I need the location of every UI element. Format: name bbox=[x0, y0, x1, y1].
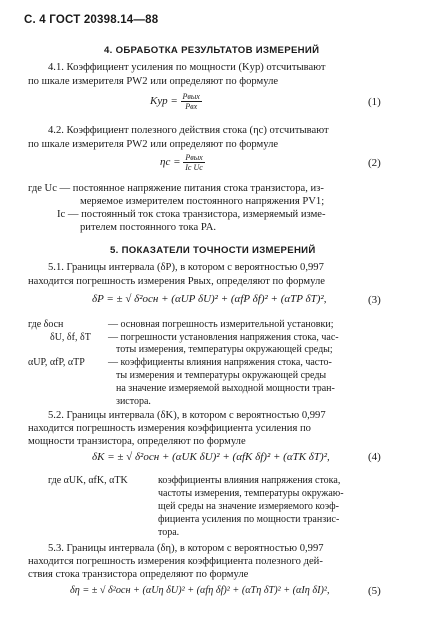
formula-2-number: (2) bbox=[368, 157, 381, 169]
section-4-title: 4. ОБРАБОТКА РЕЗУЛЬТАТОВ ИЗМЕРЕНИЙ bbox=[104, 45, 320, 56]
formula-4-number: (4) bbox=[368, 451, 381, 463]
formula-1-lhs: Kур = bbox=[150, 95, 178, 108]
formula-1-denominator: Pвх bbox=[185, 102, 198, 111]
where-alphas-k-symbol: где αUK, αfK, αTK bbox=[48, 475, 128, 486]
where-alphas-p-text-4: зистора. bbox=[116, 396, 151, 407]
para-5-2-line-1: 5.2. Границы интервала (δK), в котором с вероятностью 0,997 bbox=[48, 410, 326, 421]
section-5-title: 5. ПОКАЗАТЕЛИ ТОЧНОСТИ ИЗМЕРЕНИЙ bbox=[110, 245, 316, 256]
where-alphas-k-text-3: щей среды на значение измеряемого коэф- bbox=[158, 501, 339, 512]
page-header: С. 4 ГОСТ 20398.14—88 bbox=[24, 14, 159, 26]
formula-2-denominator: Iс Uс bbox=[185, 163, 203, 172]
para-4-2-line-2: по шкале измерителя PW2 или определяют по формуле bbox=[28, 139, 279, 150]
formula-3: δP = ± √ δ²осн + (αUP δU)² + (αfP δf)² + (αTP δT)², bbox=[92, 293, 327, 305]
where-alphas-k-text-5: тора. bbox=[158, 527, 180, 538]
para-5-1-line-1: 5.1. Границы интервала (δP), в котором с вероятностью 0,997 bbox=[48, 262, 324, 273]
formula-1-numerator: Pвых bbox=[182, 92, 200, 101]
formula-5: δη = ± √ δ²осн + (αUη δU)² + (αfη δf)² + (αTη δT)² + (αIη δI)², bbox=[70, 585, 330, 596]
where-ic-line-1: Iс — постоянный ток стока транзистора, измеряемый изме- bbox=[57, 209, 326, 220]
where-uc-line-1: где Uс — постоянное напряжение питания стока транзистора, из- bbox=[28, 183, 324, 194]
where-uc-line-2: меряемое измерителем постоянного напряжения PV1; bbox=[80, 196, 325, 207]
where-deltas-text-2: тоты измерения, температуры окружающей среды; bbox=[116, 344, 333, 355]
where-alphas-p-text-2: ты измерения и температуры окружающей среды bbox=[116, 370, 327, 381]
para-5-3-line-2: находится погрешность измерения коэффициента полезного дей- bbox=[28, 556, 323, 567]
where-deltas-symbol: δU, δf, δT bbox=[50, 332, 91, 343]
where-deltas-text-1: — погрешности установления напряжения стока, час- bbox=[108, 332, 339, 343]
where-ic-line-2: рителем постоянного тока PA. bbox=[80, 222, 217, 233]
formula-2-fraction bbox=[183, 153, 205, 172]
where-alphas-p-text-3: на значение измеряемой выходной мощности тран- bbox=[116, 383, 335, 394]
formula-3-number: (3) bbox=[368, 294, 381, 306]
formula-1 bbox=[150, 92, 202, 111]
where-delta-osn-text: — основная погрешность измерительной установки; bbox=[108, 319, 334, 330]
para-4-1-line-1: 4.1. Коэффициент усиления по мощности (Kур) отсчитывают bbox=[48, 62, 326, 73]
where-alphas-p-symbol: αUP, αfP, αTP bbox=[28, 357, 85, 368]
where-alphas-k-text-4: фициента усиления по мощности транзис- bbox=[158, 514, 340, 525]
formula-1-fraction bbox=[181, 92, 202, 111]
formula-1-number: (1) bbox=[368, 96, 381, 108]
where-alphas-k-text-2: частоты измерения, температуры окружаю- bbox=[158, 488, 344, 499]
where-alphas-k-text-1: коэффициенты влияния напряжения стока, bbox=[158, 475, 341, 486]
formula-2-lhs: ηс = bbox=[160, 156, 181, 169]
formula-4: δK = ± √ δ²осн + (αUK δU)² + (αfK δf)² + (αTK δT)², bbox=[92, 451, 330, 463]
where-alphas-p-text-1: — коэффициенты влияния напряжения стока, часто- bbox=[108, 357, 332, 368]
formula-5-number: (5) bbox=[368, 585, 381, 597]
para-4-1-line-2: по шкале измерителя PW2 или определяют по формуле bbox=[28, 76, 279, 87]
para-5-3-line-1: 5.3. Границы интервала (δη), в котором с вероятностью 0,997 bbox=[48, 543, 324, 554]
where-delta-osn-symbol: где δосн bbox=[28, 319, 64, 330]
para-4-2-line-1: 4.2. Коэффициент полезного действия стока (ηс) отсчитывают bbox=[48, 125, 329, 136]
para-5-1-line-2: находится погрешность измерения Pвых, определяют по формуле bbox=[28, 276, 325, 287]
para-5-2-line-3: мощности транзистора, определяют по формуле bbox=[28, 436, 246, 447]
para-5-2-line-2: находится погрешность измерения коэффициента усиления по bbox=[28, 423, 311, 434]
formula-2-numerator: Pвых bbox=[183, 153, 205, 163]
formula-2 bbox=[160, 153, 205, 172]
para-5-3-line-3: ствия стока транзистора определяют по формуле bbox=[28, 569, 249, 580]
